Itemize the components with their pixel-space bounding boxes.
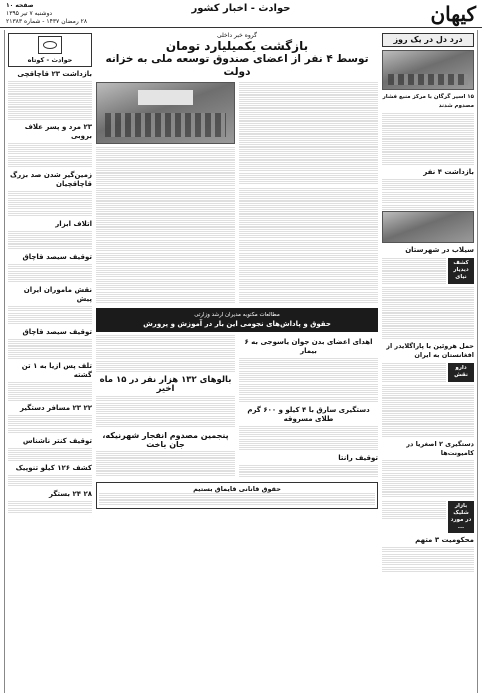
left-column bbox=[4, 30, 92, 693]
side-tag: دارو نقش bbox=[448, 363, 474, 382]
meeting-photo bbox=[96, 82, 235, 144]
brief-headline: ۲۸ ۲۴ بستگر bbox=[48, 490, 92, 499]
police-emblem-icon bbox=[38, 36, 62, 54]
left-column-box bbox=[8, 33, 92, 67]
accident-photo bbox=[382, 50, 474, 90]
brief-headline: بازداشت ۲۳ قاچاقچی bbox=[17, 70, 92, 78]
continued-text bbox=[96, 188, 378, 305]
brief-headline: توقیف کنتر ناشناس bbox=[22, 436, 92, 445]
main-story-body bbox=[96, 82, 378, 186]
subheadline: پنجمین مصدوم انفجار شهرنیکه، جان باخت bbox=[102, 431, 229, 450]
banner-headline: حقوق و پاداش‌های نجومی این بار در آموزش و پرورش bbox=[143, 319, 331, 328]
right-headline: حمل هروئین با پاراگلایدر از افغانستان به ایران bbox=[386, 341, 474, 359]
article-text bbox=[8, 81, 92, 87]
right-banner bbox=[382, 33, 474, 47]
right-column bbox=[382, 30, 478, 693]
brief-headline: ۲۳ مرد و پسر علاف بروبی bbox=[24, 122, 92, 140]
bottom-box-title: حقوق قانانی قایماق بستیم bbox=[193, 485, 281, 494]
brief-headline: ۲۲ ۲۳ مسافر دستگیر bbox=[19, 403, 92, 412]
astronomical-salaries-banner bbox=[96, 308, 378, 332]
section-title: حوادث - اخبار کشور bbox=[191, 3, 291, 14]
main-story-col-a bbox=[239, 82, 378, 186]
main-subheadline: توسط ۴ نفر از اعضای صندوق توسعه ملی به خزانه دولت bbox=[105, 53, 369, 78]
date-line: دوشنبه ۷ تیر ۱۳۹۵ bbox=[6, 10, 53, 17]
right-headline: دستگیری ۲ اصغریا در کامیونت‌ها bbox=[406, 439, 474, 457]
bottom-box bbox=[96, 482, 378, 509]
side-tag: کشف دیدیار نیای bbox=[448, 258, 474, 284]
left-box-title: حوادث - کوتاه bbox=[27, 56, 73, 64]
brief-headline: توقیف سیصد قاچاق bbox=[22, 328, 92, 337]
right-headline: سیلاب در شهرستان bbox=[405, 246, 474, 254]
brief-headline: زمین‌گیر شدن صد بزرگ قاچاقچیان bbox=[9, 171, 92, 189]
main-story-col-b bbox=[96, 82, 235, 186]
brief-headline: تلف پس ازیا به ۱ تن گشته bbox=[21, 361, 92, 379]
middle-column bbox=[96, 30, 378, 693]
brief-headline: کشف ۱۲۶ کیلو تنوپیک bbox=[15, 463, 92, 472]
right-banner-title: درد دل در یک روز bbox=[393, 35, 463, 44]
main-kicker: گروه خبر داخلی bbox=[217, 32, 257, 39]
page-number: صفحه ۱۰ bbox=[6, 2, 34, 9]
right-headline: بازداشت ۴ نفر bbox=[423, 167, 474, 176]
right-headline: محکومیت ۳ متهم bbox=[415, 536, 474, 545]
left-brief-headline: اهدای اعضای بدن جوان یاسوجی به ۶ بیمار bbox=[244, 337, 373, 355]
left-brief-headline: توقیف رانتا bbox=[338, 454, 378, 463]
subheadline: بالوهای ۱۳۲ هزار نفر در ۱۵ ماه اخیر bbox=[99, 375, 232, 395]
flood-photo bbox=[382, 211, 474, 243]
brief-headline: اتلاف ابزار bbox=[55, 219, 92, 228]
side-tag: بازار شلیک در مورد ... bbox=[448, 501, 474, 533]
masthead bbox=[0, 0, 482, 28]
newspaper-logo: کیهان bbox=[430, 2, 476, 26]
left-brief-headline: دستگیری سارق با ۴ کیلو و ۶۰۰ گرم طلای مسروقه bbox=[247, 405, 370, 423]
photo-caption: ۱۵ اسیر گرگان با مرکز منبع فشار مصدوم شدند bbox=[382, 94, 474, 109]
main-headline: بازگشت یکمیلیارد تومان bbox=[165, 39, 309, 53]
issue-info bbox=[6, 2, 87, 26]
banner-kicker: مطالعات مکتوبه مدیران ارشد وزارتی bbox=[194, 311, 280, 318]
issue-line: ۲۸ رمضان ۱۴۳۷ - شماره ۲۱۳۸۳ bbox=[6, 18, 88, 25]
brief-headline: توقیف سیصد قاچاق bbox=[22, 253, 92, 262]
brief-headline: نقش ماموران ایران پیش bbox=[23, 286, 92, 304]
